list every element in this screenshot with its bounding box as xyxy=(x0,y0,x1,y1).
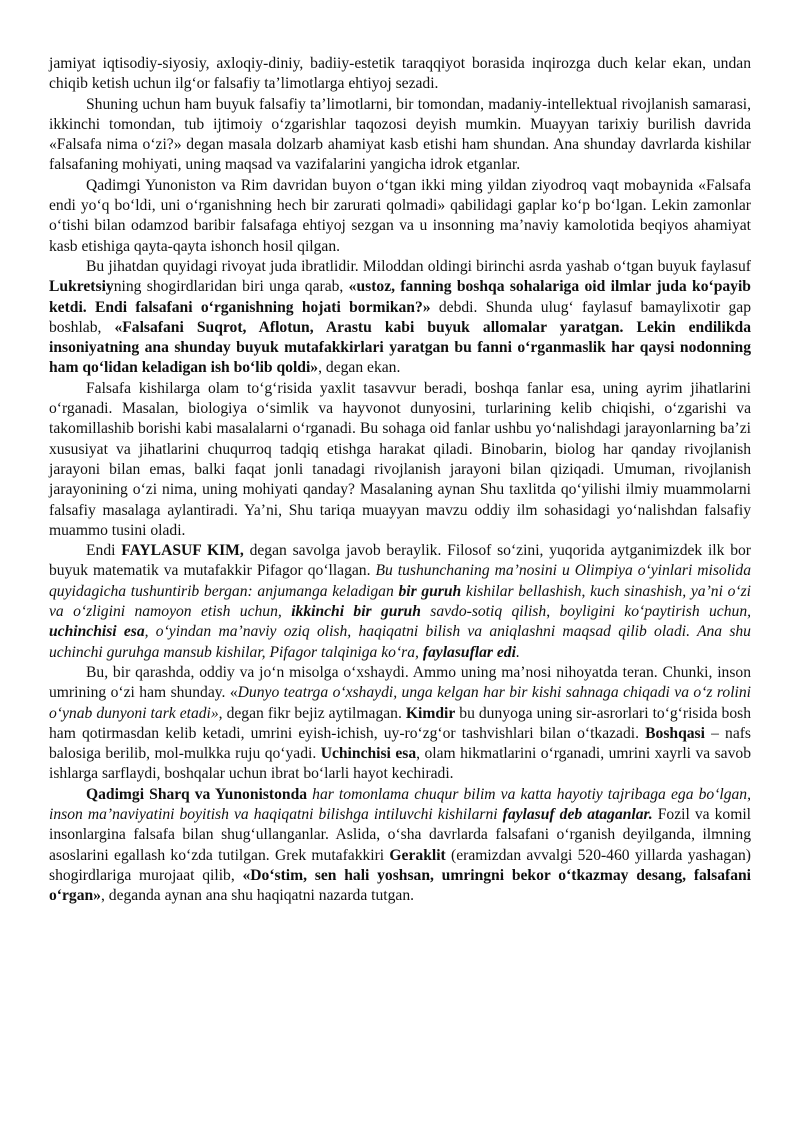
text-run: Kimdir xyxy=(405,704,456,722)
text-run: «Falsafani Suqrot, Aflotun, Arastu kabi buyuk allomalar yaratgan. Lekin endilikda insoniyatning ana shunday buyuk mutafakkirlari yaratgan bu fanni o‘rganmaslik har qaysi nodonning ham qo‘lidan keladigan ish bo‘lib qoldi» xyxy=(49,318,751,377)
text-run: savdo-sotiq qilish xyxy=(420,603,547,621)
paragraph-8 xyxy=(49,785,751,907)
document-page xyxy=(49,54,751,906)
text-run: har tomonlama chuqur bilim va katta hayotiy tajribaga ega bo‘lgan, inson ma’naviyatini boyitish va haqiqatni bilishga intiluvchi kishilarni xyxy=(49,785,752,823)
text-run: faylasuflar edi xyxy=(422,643,516,661)
text-run: ikkinchi bir guruh xyxy=(291,603,421,621)
text-run: uchinchisi esa xyxy=(49,623,145,641)
text-run: debdi. Shunda ulug‘ faylasuf bamaylixotir gap boshlab, xyxy=(49,298,751,336)
text-run: boyligini ko‘paytirish uchun, xyxy=(559,603,752,621)
text-run: , xyxy=(581,582,591,600)
paragraph-4 xyxy=(49,257,751,379)
text-run: «ustoz, fanning boshqa sohalariga oid ilmlar juda ko‘payib ketdi. Endi falsafani o‘rganishning hojati bormikan?» xyxy=(49,278,751,316)
text-run: Fozil va komil insonlargina falsafa bilan shug‘ullanganlar. Aslida, o‘sha davrlarda falsafani o‘rganish deyilganda, ilmning asoslarini egallash ko‘zda tutilgan. Grek mutafakkiri xyxy=(49,805,751,864)
text-run: degan savolga javob beraylik. Filosof so‘zini, yuqorida aytganimizdek ilk bor buyuk matematik va mutafakkir Pifagor qo‘llagan. xyxy=(49,542,751,580)
text-run: Shuning uchun ham buyuk falsafiy ta’limotlarni, bir tomondan, madaniy-intellektual rivojlanish samarasi, ikkinchi tomondan, tub ijtimoiy o‘zgarishlar taqozosi deyish mumkin. Muayyan tarixiy burilish davrida «Falsafa nima o‘zi?» degan masala dolzarb ahamiyat kasb etishi ham shundan. Ana shunday davrlarda kishilar falsafaning mohiyati, uning maqsad va vazifalarini yangicha idrok etganlar. xyxy=(49,95,751,174)
text-run: Bu jihatdan quyidagi rivoyat juda ibratlidir. Miloddan oldingi birinchi asrda yashab o‘tgan buyuk faylasuf xyxy=(86,257,751,275)
text-run: «Do‘stim, sen hali yoshsan, umringni bekor o‘tkazmay desang, falsafani o‘rgan» xyxy=(49,866,751,905)
text-run: Bu tushunchaning ma’nosini u Olimpiya o‘yinlari misolida quyidagicha tushuntirib bergan: anjumanga keladigan xyxy=(49,562,751,600)
text-run: kishilar bellashish xyxy=(461,582,582,600)
text-run: , olam hikmatlarini o‘rganadi, umrini xayrli va savob ishlarga sarflaydi, boshqalar uchun ibrat bo‘larli hayot kechiradi. xyxy=(49,745,751,783)
paragraph-2 xyxy=(49,95,751,176)
text-run: , o‘yindan ma’naviy oziq olish, haqiqatni bilish va aniqlashni maqsad qilib oladi. Ana shu uchinchi guruhga mansub kishilar, Pifagor talqiniga ko‘ra, xyxy=(49,623,751,661)
paragraph-5 xyxy=(49,379,751,541)
text-run: , deganda aynan ana shu haqiqatni nazarda tutgan. xyxy=(100,887,415,905)
paragraph-1 xyxy=(49,54,751,95)
text-run: FAYLASUF KIM, xyxy=(121,542,244,560)
text-run: Falsafa kishilarga olam to‘g‘risida yaxlit tasavvur beradi, boshqa fanlar esa, uning ayrim jihatlarini o‘rganadi. Masalan, biologiya o‘simlik va hayvonot dunyosini, turlarining kelib chiqishi, o‘zgarishi va takomillashib borishi kabi masalalarni o‘rganadi. Bu sohaga oid fanlar ushbu yo‘nalishdagi jarayonlarning ba’zi xususiyat va jihatlarini chuqurroq tadqiq etishga harakat qiladi. Binobarin, biolog har qanday rivojlanish jarayoni bilan emas, balki faqat jonli tanadagi rivojlanish jarayoni bilan qiziqadi. Umuman, rivojlanish jarayonining o‘zi nima, uning mohiyati qanday? Masalaning aynan Shu taxlitda qo‘yilishi ilmiy muammolarni falsafiy masalaga aylantiradi. Ya’ni, Shu tariqa muayyan mavzu oddiy ilm sohasidagi yo‘nalishdan falsafiy muammo tusini oladi. xyxy=(49,379,751,539)
text-run: degan fikr bejiz aytilmagan. xyxy=(222,704,406,722)
text-run: ning shogirdlaridan biri unga qarab, xyxy=(113,278,349,296)
text-run: Qadimgi Sharq va Yunonistonda xyxy=(86,785,308,803)
paragraph-3 xyxy=(49,176,751,257)
paragraph-6 xyxy=(49,541,751,663)
text-run: faylasuf deb ataganlar. xyxy=(502,805,653,823)
text-run: , degan ekan. xyxy=(318,359,401,377)
text-run: Endi xyxy=(86,542,122,560)
text-run: bir guruh xyxy=(398,582,462,600)
paragraph-7 xyxy=(49,663,751,785)
text-run: Uchinchisi esa xyxy=(320,745,417,763)
text-run: jamiyat iqtisodiy-siyosiy, axloqiy-diniy, badiiy-estetik taraqqiyot borasida inqirozga duch kelar ekan, undan chiqib ketish uchun ilg‘or falsafiy ta’limotlarga ehtiyoj sezadi. xyxy=(49,55,751,93)
text-run: kuch sinashish, ya’ni o‘zi va o‘zligini namoyon etish uchun, xyxy=(49,582,752,621)
text-run: (eramizdan avvalgi 520-460 yillarda yashagan) shogirdlariga murojaat qilib, xyxy=(49,846,751,884)
text-run: Lukretsiy xyxy=(49,278,114,296)
text-run: , xyxy=(546,603,560,621)
text-run: Dunyo teatrga o‘xshaydi, unga kelgan har bir kishi sahnaga chiqadi va o‘z rolini o‘ynab dunyoni tark etadi», xyxy=(49,684,752,722)
text-run: Boshqasi xyxy=(645,724,705,742)
text-run: Qadimgi Yunoniston va Rim davridan buyon o‘tgan ikki ming yildan ziyodroq vaqt mobaynida «Falsafa endi yo‘q bo‘ldi, uni o‘rganishning hech bir zarurati qolmadi» qabilidagi gaplar ko‘p bo‘lgan. Lekin zamonlar o‘tishi bilan odamzod baribir falsafaga ehtiyoj sezgan va u insonning ma’naviy kamolotida beqiyos ahamiyat kasb etishiga qayta-qayta ishonch hosil qilgan. xyxy=(49,176,751,255)
text-run: . xyxy=(515,643,520,661)
text-run: bu dunyoga uning sir-asrorlari to‘g‘risida bosh ham qotirmasdan kelib ketadi, umrini eyish-ichish, uy-ro‘zg‘or tashvishlari bilan o‘tkazadi. xyxy=(49,704,751,742)
text-run: Bu, bir qarashda, oddiy va jo‘n misolga o‘xshaydi. Ammo uning ma’nosi nihoyatda teran. Chunki, inson umrining o‘zi ham shunday. « xyxy=(49,663,751,702)
text-run: Geraklit xyxy=(389,846,446,864)
text-run: – nafs balosiga berilib, mol-mulkka ruju qo‘yadi. xyxy=(49,724,751,763)
